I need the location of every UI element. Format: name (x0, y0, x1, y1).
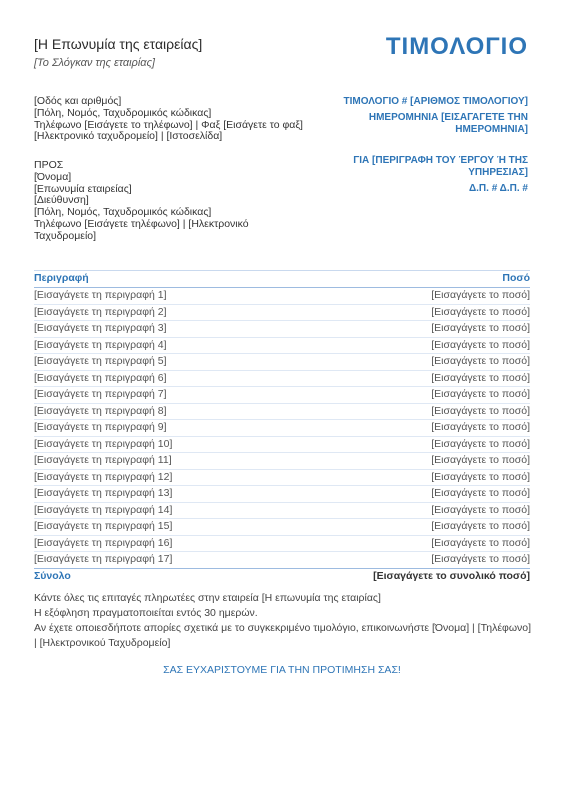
sender-street: [Οδός και αριθμός] (34, 95, 122, 107)
row-amount: [Εισαγάγετε το ποσό] (431, 536, 530, 549)
table-row (34, 354, 530, 371)
row-amount: [Εισαγάγετε το ποσό] (431, 487, 530, 499)
sender-address (34, 96, 324, 143)
table-row (34, 519, 530, 536)
table-row (34, 371, 530, 388)
row-amount: [Εισαγάγετε το ποσό] (431, 388, 530, 400)
column-amount: Ποσό (502, 272, 530, 284)
table-row (34, 387, 530, 404)
table-row (34, 404, 530, 421)
terms-note: Η εξόφληση πραγματοποιείται εντός 30 ημερών. (34, 607, 258, 619)
row-description: [Εισαγάγετε τη περιγραφή 16] (34, 536, 173, 549)
contact-note: Αν έχετε οποιεσδήποτε απορίες σχετικά με το συγκεκριμένο τιμολόγιο, επικοινωνήστε [Όνομα] | [Τηλέφωνο] | [Ηλεκτρονικού Ταχυδρομείο] (34, 622, 532, 649)
sender-phone-fax: Τηλέφωνο [Εισάγετε το τηλέφωνο] | Φαξ [Εισάγετε το φαξ] (34, 118, 303, 131)
row-amount: [Εισαγάγετε το ποσό] (431, 289, 530, 301)
row-description: [Εισαγάγετε τη περιγραφή 7] (34, 388, 167, 400)
payable-note: Κάντε όλες τις επιταγές πληρωτέες στην εταιρεία [Η επωνυμία της εταιρίας] (34, 592, 381, 604)
sender-city: [Πόλη, Νομός, Ταχυδρομικός κώδικας] (34, 106, 212, 119)
row-description: [Εισαγάγετε τη περιγραφή 8] (34, 404, 167, 417)
row-description: [Εισαγάγετε τη περιγραφή 13] (34, 487, 173, 499)
row-amount: [Εισαγάγετε το ποσό] (431, 520, 530, 532)
row-description: [Εισαγάγετε τη περιγραφή 11] (34, 454, 172, 466)
payment-notes (34, 591, 534, 651)
recipient-name: [Όνομα] (34, 170, 72, 183)
total-value: [Εισαγάγετε το συνολικό ποσό] (373, 569, 530, 582)
invoice-meta (308, 96, 528, 199)
row-amount: [Εισαγάγετε το ποσό] (431, 437, 530, 450)
table-row (34, 437, 530, 454)
row-description: [Εισαγάγετε τη περιγραφή 2] (34, 305, 167, 318)
recipient-city: [Πόλη, Νομός, Ταχυδρομικός κώδικας] (34, 206, 212, 219)
table-row (34, 470, 530, 487)
invoice-for: ΓΙΑ [ΠΕΡΙΓΡΑΦΗ ΤΟΥ ΈΡΓΟΥ Ή ΤΗΣ ΥΠΗΡΕΣΙΑΣ] (353, 155, 528, 178)
table-row (34, 338, 530, 355)
row-description: [Εισαγάγετε τη περιγραφή 6] (34, 371, 167, 384)
items-table (34, 270, 530, 584)
row-description: [Εισαγάγετε τη περιγραφή 15] (34, 520, 173, 532)
row-amount: [Εισαγάγετε το ποσό] (431, 338, 530, 351)
sender-email-web: [Ηλεκτρονικό ταχυδρομείο] | [Ιστοσελίδα] (34, 130, 223, 143)
row-description: [Εισαγάγετε τη περιγραφή 17] (34, 553, 173, 565)
thank-you-message: ΣΑΣ ΕΥΧΑΡΙΣΤΟΥΜΕ ΓΙΑ ΤΗΝ ΠΡΟΤΙΜΗΣΗ ΣΑΣ! (163, 664, 401, 676)
row-description: [Εισαγάγετε τη περιγραφή 10] (34, 437, 173, 450)
invoice-number: ΤΙΜΟΛΟΓΙΟ # [ΑΡΙΘΜΟΣ ΤΙΜΟΛΟΓΙΟΥ] (343, 96, 528, 107)
row-amount: [Εισαγάγετε το ποσό] (431, 355, 530, 367)
recipient-street: [Διεύθυνση] (34, 194, 89, 207)
recipient-company: [Επωνυμία εταιρείας] (34, 182, 132, 195)
row-description: [Εισαγάγετε τη περιγραφή 3] (34, 322, 167, 334)
row-description: [Εισαγάγετε τη περιγραφή 5] (34, 355, 167, 367)
recipient-address (34, 160, 304, 243)
table-row (34, 305, 530, 322)
row-amount: [Εισαγάγετε το ποσό] (431, 421, 530, 433)
row-amount: [Εισαγάγετε το ποσό] (431, 305, 530, 318)
row-description: [Εισαγάγετε τη περιγραφή 9] (34, 421, 167, 433)
row-amount: [Εισαγάγετε το ποσό] (431, 404, 530, 417)
table-row (34, 486, 530, 503)
row-amount: [Εισαγάγετε το ποσό] (431, 470, 530, 483)
total-row (34, 569, 530, 584)
column-description: Περιγραφή (34, 272, 89, 284)
row-description: [Εισαγάγετε τη περιγραφή 12] (34, 470, 173, 483)
recipient-to-label: ΠΡΟΣ (34, 159, 64, 171)
row-description: [Εισαγάγετε τη περιγραφή 4] (34, 338, 167, 351)
purchase-order: Δ.Π. # Δ.Π. # (468, 183, 528, 194)
table-row (34, 503, 530, 520)
row-amount: [Εισαγάγετε το ποσό] (431, 503, 530, 516)
items-body (34, 288, 530, 569)
total-label: Σύνολο (34, 569, 71, 582)
row-amount: [Εισαγάγετε το ποσό] (431, 454, 530, 466)
table-row (34, 321, 530, 338)
row-amount: [Εισαγάγετε το ποσό] (431, 322, 530, 334)
row-amount: [Εισαγάγετε το ποσό] (431, 371, 530, 384)
items-header (34, 270, 530, 288)
table-row (34, 288, 530, 305)
table-row (34, 420, 530, 437)
row-description: [Εισαγάγετε τη περιγραφή 14] (34, 503, 173, 516)
row-amount: [Εισαγάγετε το ποσό] (431, 553, 530, 565)
invoice-title: ΤΙΜΟΛΟΓΙΟ (385, 33, 528, 60)
table-row (34, 536, 530, 553)
row-description: [Εισαγάγετε τη περιγραφή 1] (34, 289, 167, 301)
company-slogan: [Το Σλόγκαν της εταιρίας] (34, 57, 155, 69)
company-name: [Η Επωνυμία της εταιρείας] (34, 36, 203, 52)
table-row (34, 453, 530, 470)
recipient-phone-email: Τηλέφωνο [Εισάγετε τηλέφωνο] | [Ηλεκτρονικό Ταχυδρομείο] (34, 217, 249, 242)
invoice-date: ΗΜΕΡΟΜΗΝΙΑ [ΕΙΣΑΓΑΓΕΤΕ ΤΗΝ ΗΜΕΡΟΜΗΝΙΑ] (368, 112, 528, 135)
table-row (34, 552, 530, 569)
